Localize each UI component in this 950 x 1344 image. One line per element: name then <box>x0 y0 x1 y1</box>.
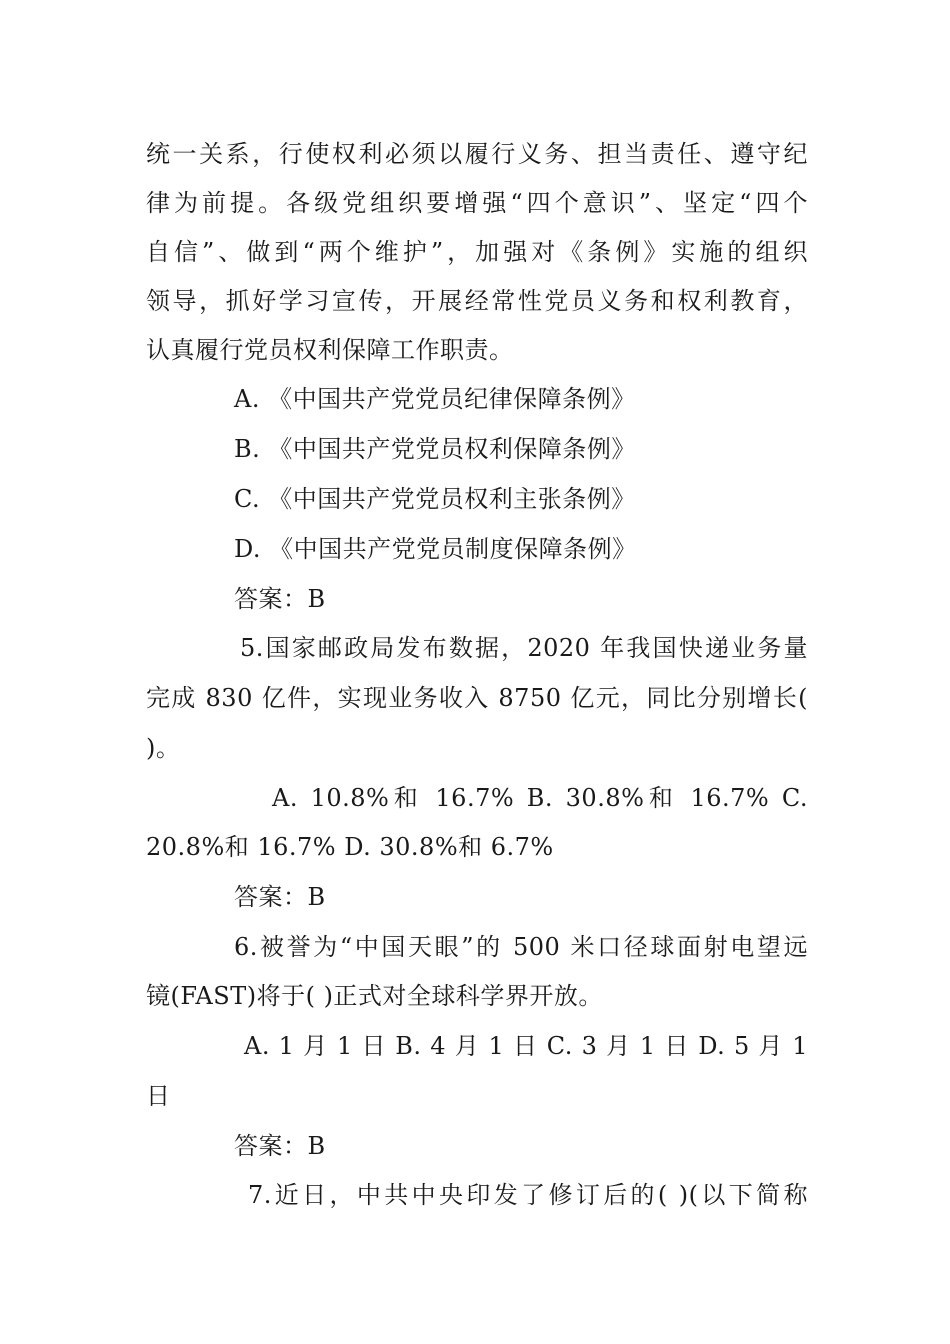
question-5-options: 20.8%和 16.7% D. 30.8%和 6.7% <box>146 833 554 861</box>
answer-4: 答案：B <box>234 585 326 613</box>
question-6-options: A. 1 月 1 日 B. 4 月 1 日 C. 3 月 1 日 D. 5 月 1 <box>244 1032 808 1060</box>
answer-6: 答案：B <box>234 1132 326 1160</box>
question-7: 7.近日，中共中央印发了修订后的( )(以下简称 <box>248 1181 808 1209</box>
answer-5: 答案：B <box>234 883 326 911</box>
paragraph-line: 统一关系，行使权利必须以履行义务、担当责任、遵守纪 <box>146 140 808 168</box>
option-b: B. 《中国共产党党员权利保障条例》 <box>234 435 636 463</box>
question-5-line: )。 <box>146 734 181 762</box>
option-a: A. 《中国共产党党员纪律保障条例》 <box>234 385 636 413</box>
paragraph-line: 律为前提。各级党组织要增强“四个意识”、坚定“四个 <box>146 189 808 217</box>
question-5: 5.国家邮政局发布数据，2020 年我国快递业务量 <box>240 634 808 662</box>
question-6: 6.被誉为“中国天眼”的 500 米口径球面射电望远 <box>234 933 808 961</box>
question-5-options: A. 10.8%和 16.7% B. 30.8%和 16.7% C. <box>272 784 808 812</box>
question-6-line: 镜(FAST)将于( )正式对全球科学界开放。 <box>146 982 603 1010</box>
paragraph-line: 领导，抓好学习宣传，开展经常性党员义务和权利教育， <box>146 287 808 315</box>
question-5-line: 完成 830 亿件，实现业务收入 8750 亿元，同比分别增长( <box>146 684 808 712</box>
paragraph-line: 自信”、做到“两个维护”，加强对《条例》实施的组织 <box>146 238 808 266</box>
option-c: C. 《中国共产党党员权利主张条例》 <box>234 485 636 513</box>
paragraph-line: 认真履行党员权利保障工作职责。 <box>146 336 514 364</box>
option-d: D. 《中国共产党党员制度保障条例》 <box>234 535 637 563</box>
question-6-options: 日 <box>146 1082 171 1110</box>
